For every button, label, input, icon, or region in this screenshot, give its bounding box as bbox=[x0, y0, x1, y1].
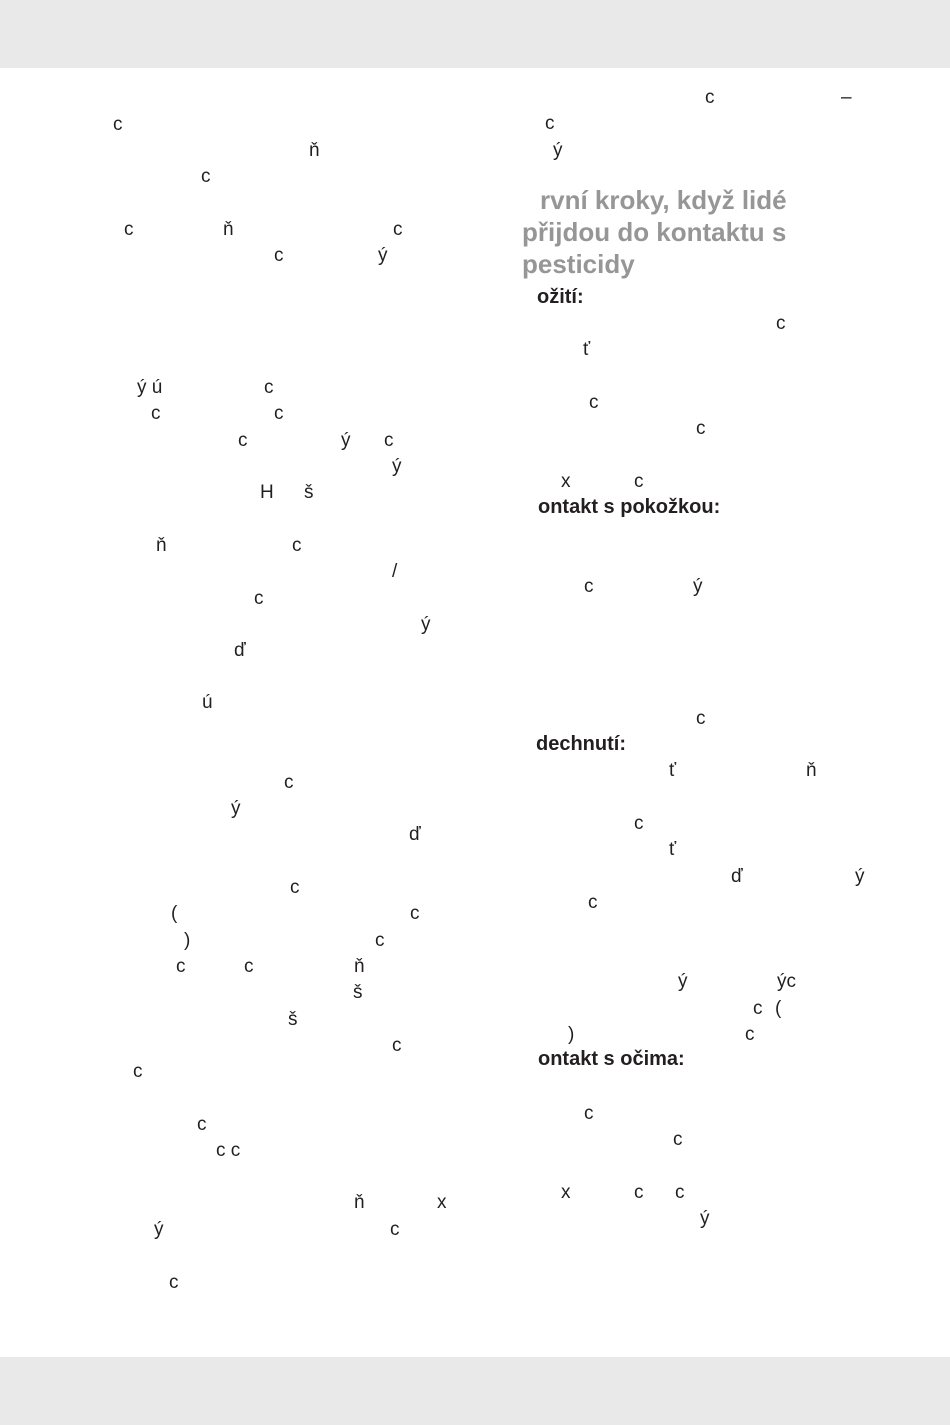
text-fragment: ý bbox=[341, 430, 351, 451]
text-fragment: c bbox=[274, 245, 284, 266]
text-fragment: c bbox=[176, 956, 186, 977]
text-fragment: c bbox=[634, 471, 644, 492]
text-fragment: š bbox=[304, 482, 314, 503]
text-fragment: š bbox=[353, 982, 363, 1003]
text-fragment: ý bbox=[421, 614, 431, 635]
section-heading bbox=[522, 184, 787, 280]
text-fragment: ý bbox=[378, 245, 388, 266]
text-fragment: c bbox=[634, 813, 644, 834]
text-fragment: c c bbox=[216, 1140, 241, 1161]
text-fragment: ) bbox=[184, 930, 191, 951]
text-fragment: ý ú bbox=[137, 377, 163, 398]
heading-line: přijdou do kontaktu s bbox=[522, 217, 787, 247]
text-fragment: ý bbox=[855, 866, 865, 887]
text-fragment: š bbox=[288, 1009, 298, 1030]
text-fragment: c bbox=[375, 930, 385, 951]
text-fragment: c bbox=[410, 903, 420, 924]
text-fragment: x bbox=[437, 1192, 447, 1213]
text-fragment: c bbox=[392, 1035, 402, 1056]
header-band bbox=[0, 0, 950, 68]
text-fragment: c bbox=[675, 1182, 685, 1203]
text-fragment: c bbox=[673, 1129, 683, 1150]
text-fragment: ý bbox=[154, 1219, 164, 1240]
text-fragment: ň bbox=[156, 535, 167, 556]
text-fragment: ) bbox=[568, 1024, 575, 1045]
text-fragment: H bbox=[260, 482, 274, 503]
text-fragment: ý bbox=[553, 140, 563, 161]
text-fragment: c bbox=[776, 313, 786, 334]
text-fragment: c bbox=[589, 392, 599, 413]
text-fragment: c bbox=[696, 418, 706, 439]
text-fragment: c bbox=[584, 1103, 594, 1124]
text-fragment: x bbox=[561, 471, 571, 492]
text-fragment: ň bbox=[806, 760, 817, 781]
text-fragment: ň bbox=[354, 956, 365, 977]
heading-line: pesticidy bbox=[522, 249, 635, 279]
text-fragment: c bbox=[753, 998, 763, 1019]
text-fragment: ň bbox=[354, 1192, 365, 1213]
text-fragment: ň bbox=[223, 219, 234, 240]
text-fragment: ď bbox=[731, 866, 743, 887]
text-fragment: c bbox=[113, 114, 123, 135]
text-fragment: ý bbox=[693, 576, 703, 597]
text-fragment: / bbox=[392, 561, 398, 582]
text-fragment: ť bbox=[583, 339, 591, 360]
text-fragment: c bbox=[284, 772, 294, 793]
text-fragment: c bbox=[584, 576, 594, 597]
text-fragment: c bbox=[634, 1182, 644, 1203]
subheading-eye-contact: ontakt s očima: bbox=[538, 1048, 685, 1070]
text-fragment: c bbox=[124, 219, 134, 240]
text-fragment: c bbox=[705, 87, 715, 108]
text-fragment: ď bbox=[234, 640, 246, 661]
footer-band bbox=[0, 1357, 950, 1425]
text-fragment: ť bbox=[669, 760, 677, 781]
text-fragment: c bbox=[274, 403, 284, 424]
text-fragment: c bbox=[390, 1219, 400, 1240]
text-fragment: c bbox=[238, 430, 248, 451]
subheading-inhalation: dechnutí: bbox=[536, 733, 626, 755]
text-fragment: c bbox=[588, 892, 598, 913]
text-fragment: c bbox=[197, 1114, 207, 1135]
subheading-ingestion: ožití: bbox=[537, 286, 584, 308]
text-fragment: c bbox=[292, 535, 302, 556]
text-fragment: c bbox=[393, 219, 403, 240]
text-fragment: c bbox=[169, 1272, 179, 1293]
text-fragment: ( bbox=[775, 998, 782, 1019]
text-fragment: c bbox=[244, 956, 254, 977]
text-fragment: ú bbox=[202, 692, 213, 713]
text-fragment: c bbox=[545, 113, 555, 134]
heading-line: rvní kroky, když lidé bbox=[540, 185, 787, 215]
text-fragment: x bbox=[561, 1182, 571, 1203]
text-fragment: ý bbox=[678, 971, 688, 992]
text-fragment: ýc bbox=[777, 971, 796, 992]
text-fragment: c bbox=[201, 166, 211, 187]
text-fragment: – bbox=[841, 87, 852, 108]
text-fragment: c bbox=[384, 430, 394, 451]
text-fragment: c bbox=[264, 377, 274, 398]
text-fragment: ý bbox=[392, 456, 402, 477]
text-fragment: c bbox=[254, 588, 264, 609]
text-fragment: ý bbox=[700, 1208, 710, 1229]
text-fragment: c bbox=[133, 1061, 143, 1082]
text-fragment: ť bbox=[669, 839, 677, 860]
text-fragment: ň bbox=[309, 140, 320, 161]
text-fragment: c bbox=[696, 708, 706, 729]
text-fragment: c bbox=[151, 403, 161, 424]
text-fragment: ý bbox=[231, 798, 241, 819]
text-fragment: c bbox=[290, 877, 300, 898]
text-fragment: ď bbox=[409, 824, 421, 845]
subheading-skin-contact: ontakt s pokožkou: bbox=[538, 496, 721, 518]
text-fragment: c bbox=[745, 1024, 755, 1045]
text-fragment: ( bbox=[171, 903, 178, 924]
